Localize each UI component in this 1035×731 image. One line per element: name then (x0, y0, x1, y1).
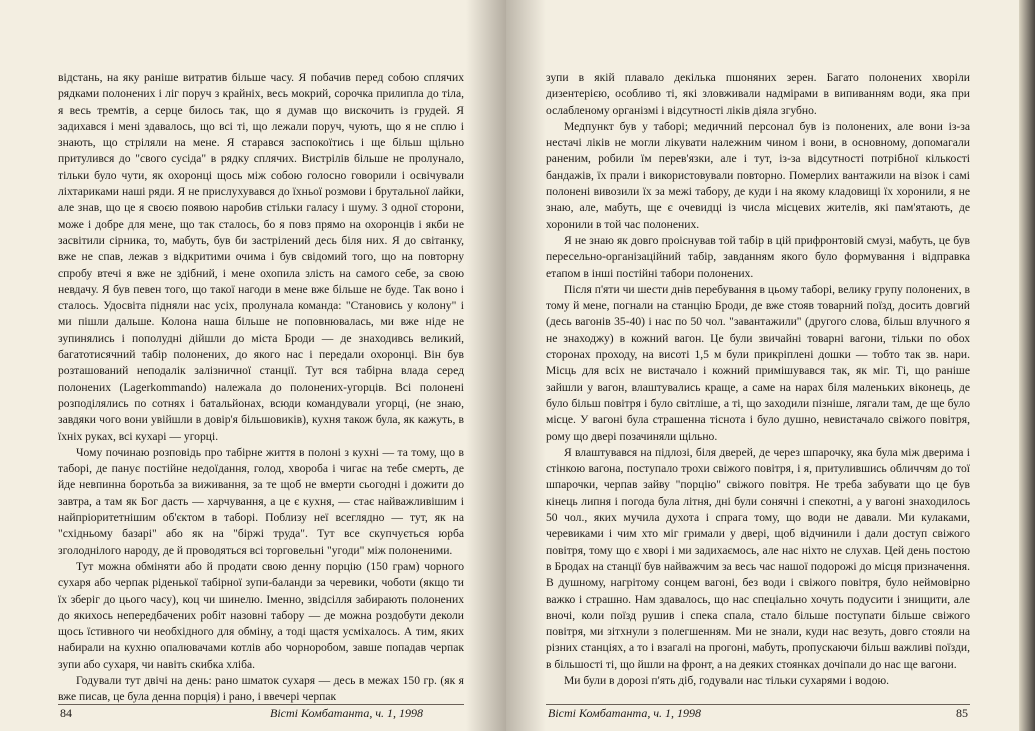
page-edge (1019, 0, 1035, 731)
left-page (0, 0, 506, 731)
page-number: 85 (956, 706, 968, 720)
gutter-shadow (466, 0, 506, 731)
paragraph: Після п'яти чи шести днів перебування в цьому таборі, велику групу полонених, в тому й мене, погнали на станцію Броди, де вже стояв товарний поїзд, досить довгий (десь вагонів 35-40) і нас по 50 чол. "завантажили" (другого слова, більш влучного я не знаходжу) в кожний вагон. Це були звичайні товарні вагони, тільки по обох сторонах проходу, на висоті 1,5 м були прикріплені дошки — тобто так зв. нари. Місць для всіх не вистачало і кожний примішувався так, як міг. Ті, що раніше зайшли у вагон, влаштувались краще, а саме на нарах біля маленьких віконець, де було більш повітря і було світліше, а ті, що заходили пізніше, лягали там, де ще було місце. У вагоні була страшенна тіснота і було душно, невистачало свіжого повітря, рому що двері позачиняли щільно. (546, 282, 970, 443)
paragraph: Годували тут двічі на день: рано шматок сухаря — десь в межах 150 гр. (як я вже писав, це була денна порція) і рано, і ввечері черпак (58, 673, 464, 704)
paragraph: відстань, на яку раніше витратив більше часу. Я побачив перед собою сплячих рядками полонених і ліг поруч з крайніх, весь мокрий, сорочка прилипла до тіла, я весь тремтів, а серце билось так, що я думав що вискочить із грудей. Я задихався і мені здавалось, що всі ті, що лежали поруч, чують, що я не сплю і знають, що стріляли на мене. Я старався заспокоїтись і ще більш щільно притулився до "свого сусіда" в рядку сплячих. Вистрілів більше не пролунало, тільки було чути, як охоронці щось між собою голосно говорили і освічували ліхтариками наші ряди. Я не прислухувався до їхньої розмови і брутальної лайки, але знав, що це я своєю появою наробив стільки галасу і шуму. З одної сторони, може і добре для мене, що так сталось, бо я повз прямо на охоронців і якби не засвітили сірника, то, мабуть, був би застрілений десь біля них. Я до світанку, вже не спав, лежав з відкритими очима і був свідомий того, що на повторну спробу втечі я вже не здібний, і мене охопила злість на самого себе, за свою невдачу. Я був певен того, що такої нагоди в мене вже більше не буде. Так воно і сталось. Удосвіта підняли нас усіх, пролунала команда: "Становись у колону" і ми пішли дальше. Колона наша більше не поповнювалась, ми вже ніде не зупинялись і пополудні дійшли до міста Броди — де знаходивсь великий, багатотисячний табір полонених, до якого нас і передали охоронці. Він був розташований неподалік залізничної станції. Тут вся табірна влада серед полонених (Lagerkommando) належала до полонених-угорців. Всі полонені розподілялись по сотнях і батальйонах, всюди командували угорці, (не знаю, завдяки чого вони увійшли в довір'я більшовиків), кухня також була, як кажуть, в їхніх руках, всі кухарі — угорці. (58, 71, 464, 443)
paragraph: Я влаштувався на підлозі, біля дверей, де через шпарочку, яка була між дверима і стінкою вагона, поступало трохи свіжого повітря, і я, притулившись обличчям до тої шпарочки, черпав зайву "порцію" свіжого повітря. Не треба забувати що це був кінець липня і погода була літня, дні були сонячні і спекотні, а у вагоні знаходилось 50 чол., яких мучила духота і спрага тому, що води не давали. Ми кулаками, черевиками і чим хто міг гримали у двері, щоб відчинили і дали доступ свіжого повітря, тому що є хворі і ми задихаємось, але нас ніхто не слухав. Цей день постою в Бродах на станції був найважчим за весь час нашої подорожі до місця призначення. В душному, нагрітому сонцем вагоні, без води і свіжого повітря, було неймовірно важко і страшно. Нам здавалось, що нас спеціально хочуть подусити і знищити, але вночі, коли поїзд рушив і спека спала, стало більше поступати більше свіжого повітря, ми зітхнули з полегшенням. Ми не знали, куди нас везуть, довго стояли на різних станціях, а то і взагалі на прогоні, мабуть, пропускаючи більш важливі поїзди, в більшості ті, що йшли на фронт, а на деяких стоянках дочіпали до нас ще вагони. (546, 445, 970, 671)
paragraph: Ми були в дорозі п'ять діб, годували нас тільки сухарями і водою. (564, 673, 890, 687)
paragraph: Медпункт був у таборі; медичний персонал був із полонених, але вони із-за нестачі ліків не могли лікувати належним чином і вони, в основному, допомагали раненим, робили їм перев'язки, але і тут, із-за відсутності потрібної кількості бандажів, їх прали і використовували повторно. Померлих вантажили на візок і самі полонені вивозили їх за межі табору, де куди і на якому кладовищі їх хоронили, я не знаю, але, мабуть, ще є очевидці із числа місцевих жителів, які пам'ятають, де хоронили в той час полонених. (546, 119, 970, 231)
paragraph: Я не знаю як довго проіснував той табір в цій прифронтовій смузі, мабуть, це був пересельно-організаційний табір, завданням якого було формування і відправка етапом в інші постійні табори полонених. (546, 233, 970, 280)
gutter-shadow (506, 0, 546, 731)
footer-rule (546, 704, 970, 705)
left-page-body (58, 70, 464, 706)
paragraph: зупи в якій плавало декілька пшоняних зерен. Багато полонених хворіли дизентерією, особливо ті, які зловживали надмірами в випиванням води, яка при ослабленому організмі і відсутності ліків діяла згубно. (546, 71, 970, 117)
right-page (506, 0, 1035, 731)
footer-rule (58, 704, 464, 705)
paragraph: Чому починаю розповідь про табірне життя в полоні з кухні — та тому, що в таборі, де панує постійне недоїдання, голод, хвороба і чигає на тебе смерть, де йде невпинна боротьба за виживання, за те щоб не вмерти сьогодні і дожити до завтра, а там як Бог дасть — харчування, а це є кухня, — стає найважливішим і найпріоритетнішим об'єктом в таборі. Поблизу неї всеглядно — тут, як на "східньому базарі" або як на "біржі труда". Тут все скупчується юрба зголоднілого народу, де й проводяться всі торговельні "угоди" між полоненими. (58, 445, 464, 557)
page-number: 84 (60, 706, 72, 720)
running-footer-title: Вісті Комбатанта, ч. 1, 1998 (270, 706, 424, 720)
running-footer-title: Вісті Комбатанта, ч. 1, 1998 (548, 706, 702, 720)
paragraph: Тут можна обміняти або й продати свою денну порцію (150 грам) чорного сухаря або черпак ріденької табірної зупи-баланди за черевики, чоботи (якщо ти їх зберіг до цього часу), коц чи шинелю. Іменно, звідсілля забирають полонених до якихось непередбачених робіт назовні табору — де можна роздобути деколи щось їстивного чи необхідного для обміну, а тоді щастя усміхалось. А тим, яких набирали на кухню опалювачами котлів або чорноробом, завше попадав черпак зупи або сухаря, чи навіть скибка хліба. (58, 559, 464, 671)
right-page-body (546, 70, 970, 689)
